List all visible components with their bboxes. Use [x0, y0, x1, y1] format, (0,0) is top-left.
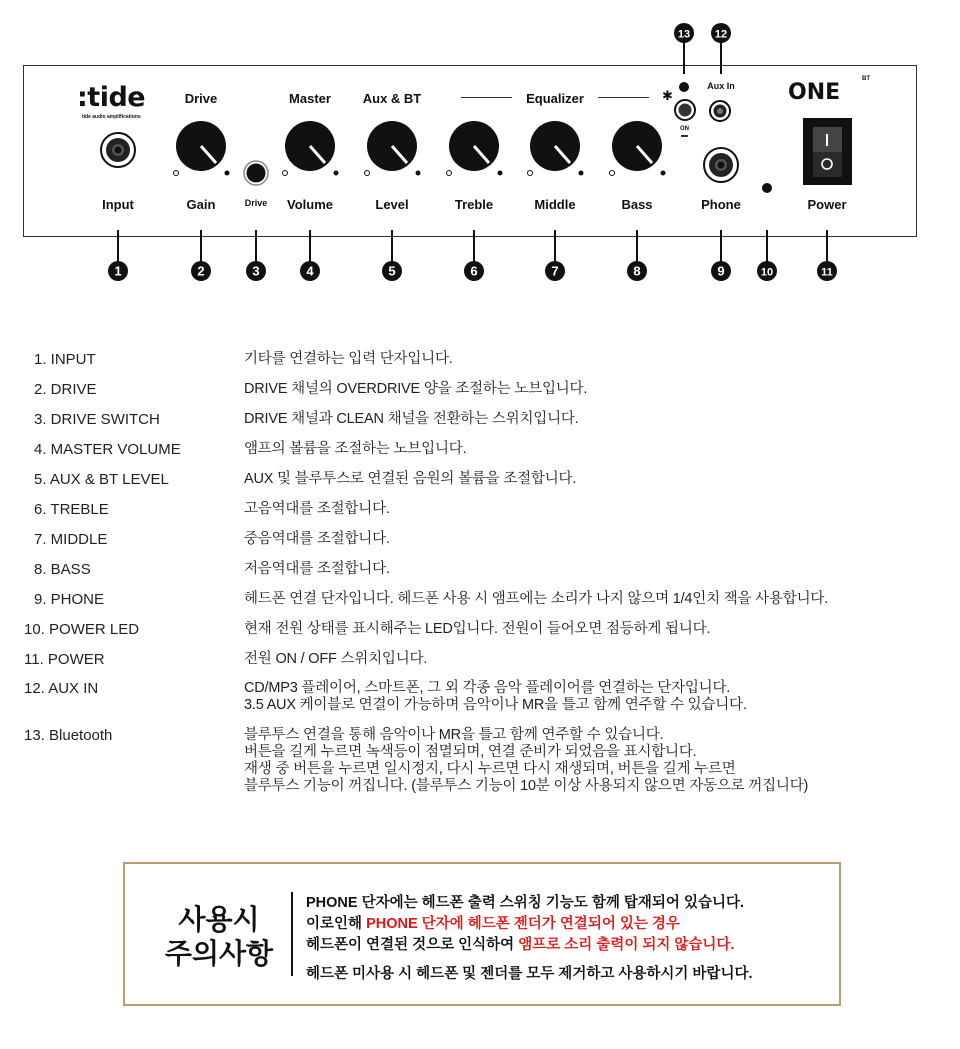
- callout-number: 8: [633, 263, 641, 279]
- item-description: 블루투스 기능이 꺼집니다. (블루투스 기능이 10분 이상 사용되지 않으면 자동으로 꺼집니다): [244, 778, 809, 794]
- equalizer-label: Equalizer: [526, 91, 584, 106]
- level-label: Level: [375, 197, 409, 212]
- drive-switch-button: [244, 161, 268, 185]
- bass-knob: [610, 121, 666, 176]
- item-label: 11. POWER: [24, 651, 105, 668]
- item-description: 현재 전원 상태를 표시해주는 LED입니다. 전원이 들어오면 점등하게 됩니다.: [244, 621, 711, 637]
- level-knob: [365, 121, 421, 176]
- panel-diagram: [0, 0, 960, 320]
- caution-title-line2: 주의사항: [164, 938, 274, 969]
- bluetooth-icon: ✱: [662, 88, 673, 103]
- item-description: 전원 ON / OFF 스위치입니다.: [244, 651, 428, 667]
- model-logo: ONE: [788, 80, 841, 105]
- item-description: AUX 및 블루투스로 연결된 음원의 볼륨을 조절합니다.: [244, 471, 577, 487]
- treble-label: Treble: [454, 197, 494, 212]
- callout-number: 12: [714, 28, 728, 41]
- gain-label: Gain: [186, 197, 216, 212]
- input-jack: [101, 133, 135, 167]
- callout-number: 9: [717, 263, 725, 279]
- callout-number: 10: [760, 266, 774, 279]
- caution-line-3-highlight: 앰프로 소리 출력이 되지 않습니다.: [518, 937, 735, 953]
- bluetooth-button: [675, 100, 695, 120]
- item-label: 5. AUX & BT LEVEL: [34, 471, 169, 488]
- item-description: DRIVE 채널의 OVERDRIVE 양을 조절하는 노브입니다.: [244, 381, 588, 397]
- input-label: Input: [102, 197, 134, 212]
- aux-in-jack: [710, 101, 730, 121]
- item-description: 고음역대를 조절합니다.: [244, 501, 390, 517]
- tide-tagline: tide audio amplifications: [82, 114, 141, 120]
- item-description: 앰프의 볼륨을 조절하는 노브입니다.: [244, 441, 467, 457]
- bass-label: Bass: [621, 197, 653, 212]
- item-label: 1. INPUT: [34, 351, 96, 368]
- caution-line-2-highlight: PHONE 단자에 헤드폰 젠더가 연결되어 있는 경우: [366, 916, 680, 932]
- item-description: 중음역대를 조절합니다.: [244, 531, 390, 547]
- item-label: 6. TREBLE: [34, 501, 109, 518]
- item-description: 저음역대를 조절합니다.: [244, 561, 390, 577]
- item-label: 2. DRIVE: [34, 381, 97, 398]
- aux-in-label: Aux In: [707, 81, 735, 91]
- tide-logo: :tide: [77, 82, 146, 113]
- item-label: 13. Bluetooth: [24, 727, 113, 744]
- power-led: [762, 183, 772, 193]
- caution-title-line1: 사용시: [178, 904, 260, 935]
- model-superscript: BT: [862, 76, 870, 82]
- gain-knob: [174, 121, 230, 176]
- item-description: CD/MP3 플레이어, 스마트폰, 그 외 각종 음악 플레이어를 연결하는 단자입니다.: [244, 680, 731, 696]
- item-description: 3.5 AUX 케이블로 연결이 가능하며 음악이나 MR을 틀고 함께 연주할 수 있습니다.: [244, 697, 747, 713]
- item-label: 8. BASS: [34, 561, 91, 578]
- caution-line-2: [306, 912, 680, 933]
- caution-divider: [291, 892, 293, 976]
- caution-title: [160, 903, 278, 971]
- callout-number: 7: [551, 263, 559, 279]
- item-description: 헤드폰 연결 단자입니다. 헤드폰 사용 시 앰프에는 소리가 나지 않으며 1/4인치 잭을 사용합니다.: [244, 591, 829, 607]
- item-label: 4. MASTER VOLUME: [34, 441, 181, 458]
- item-description: 버튼을 길게 누르면 녹색등이 점멸되며, 연결 준비가 되었음을 표시합니다.: [244, 744, 697, 760]
- power-label: Power: [807, 197, 847, 212]
- item-label: 3. DRIVE SWITCH: [34, 411, 160, 428]
- bluetooth-led: [679, 82, 689, 92]
- item-description: 재생 중 버튼을 누르면 일시정지, 다시 누르면 다시 재생되며, 버튼을 길게 누르면: [244, 761, 736, 777]
- volume-label: Volume: [287, 197, 333, 212]
- callout-number: 2: [197, 263, 205, 279]
- callout-number: 5: [388, 263, 396, 279]
- callout-number: 6: [470, 263, 478, 279]
- caution-line-1: PHONE 단자에는 헤드폰 출력 스위칭 기능도 함께 탑재되어 있습니다.: [306, 895, 744, 911]
- item-description: 기타를 연결하는 입력 단자입니다.: [244, 351, 453, 367]
- item-label: 7. MIDDLE: [34, 531, 108, 548]
- item-label: 9. PHONE: [34, 591, 105, 608]
- item-label: 12. AUX IN: [24, 680, 99, 697]
- master-label: Master: [289, 91, 331, 106]
- treble-knob: [447, 121, 503, 176]
- callout-number: 13: [677, 28, 691, 41]
- power-switch: [803, 118, 852, 185]
- item-description: 블루투스 연결을 통해 음악이나 MR을 틀고 함께 연주할 수 있습니다.: [244, 727, 664, 743]
- aux-bt-label: Aux & BT: [362, 91, 422, 106]
- callout-number: 11: [821, 266, 833, 279]
- item-label: 10. POWER LED: [24, 621, 140, 638]
- caution-line-4: 헤드폰 미사용 시 헤드폰 및 젠더를 모두 제거하고 사용하시기 바랍니다.: [306, 966, 753, 982]
- phone-jack: [704, 148, 738, 182]
- drive-label: Drive: [184, 91, 218, 106]
- phone-label: Phone: [701, 197, 741, 212]
- callout-number: 1: [114, 263, 122, 279]
- middle-knob: [528, 121, 584, 176]
- callout-number: 4: [306, 263, 314, 279]
- callout-number: 3: [252, 263, 260, 279]
- caution-line-3: [306, 933, 734, 954]
- drive-switch-label: Drive: [244, 198, 268, 208]
- on-label: ON: [680, 126, 689, 132]
- item-description: DRIVE 채널과 CLEAN 채널을 전환하는 스위치입니다.: [244, 411, 579, 427]
- caution-line-3-text: 헤드폰이 연결된 것으로 인식하여: [306, 937, 519, 953]
- middle-label: Middle: [534, 197, 576, 212]
- volume-knob: [283, 121, 339, 176]
- caution-line-2-text: 이로인해: [306, 916, 367, 932]
